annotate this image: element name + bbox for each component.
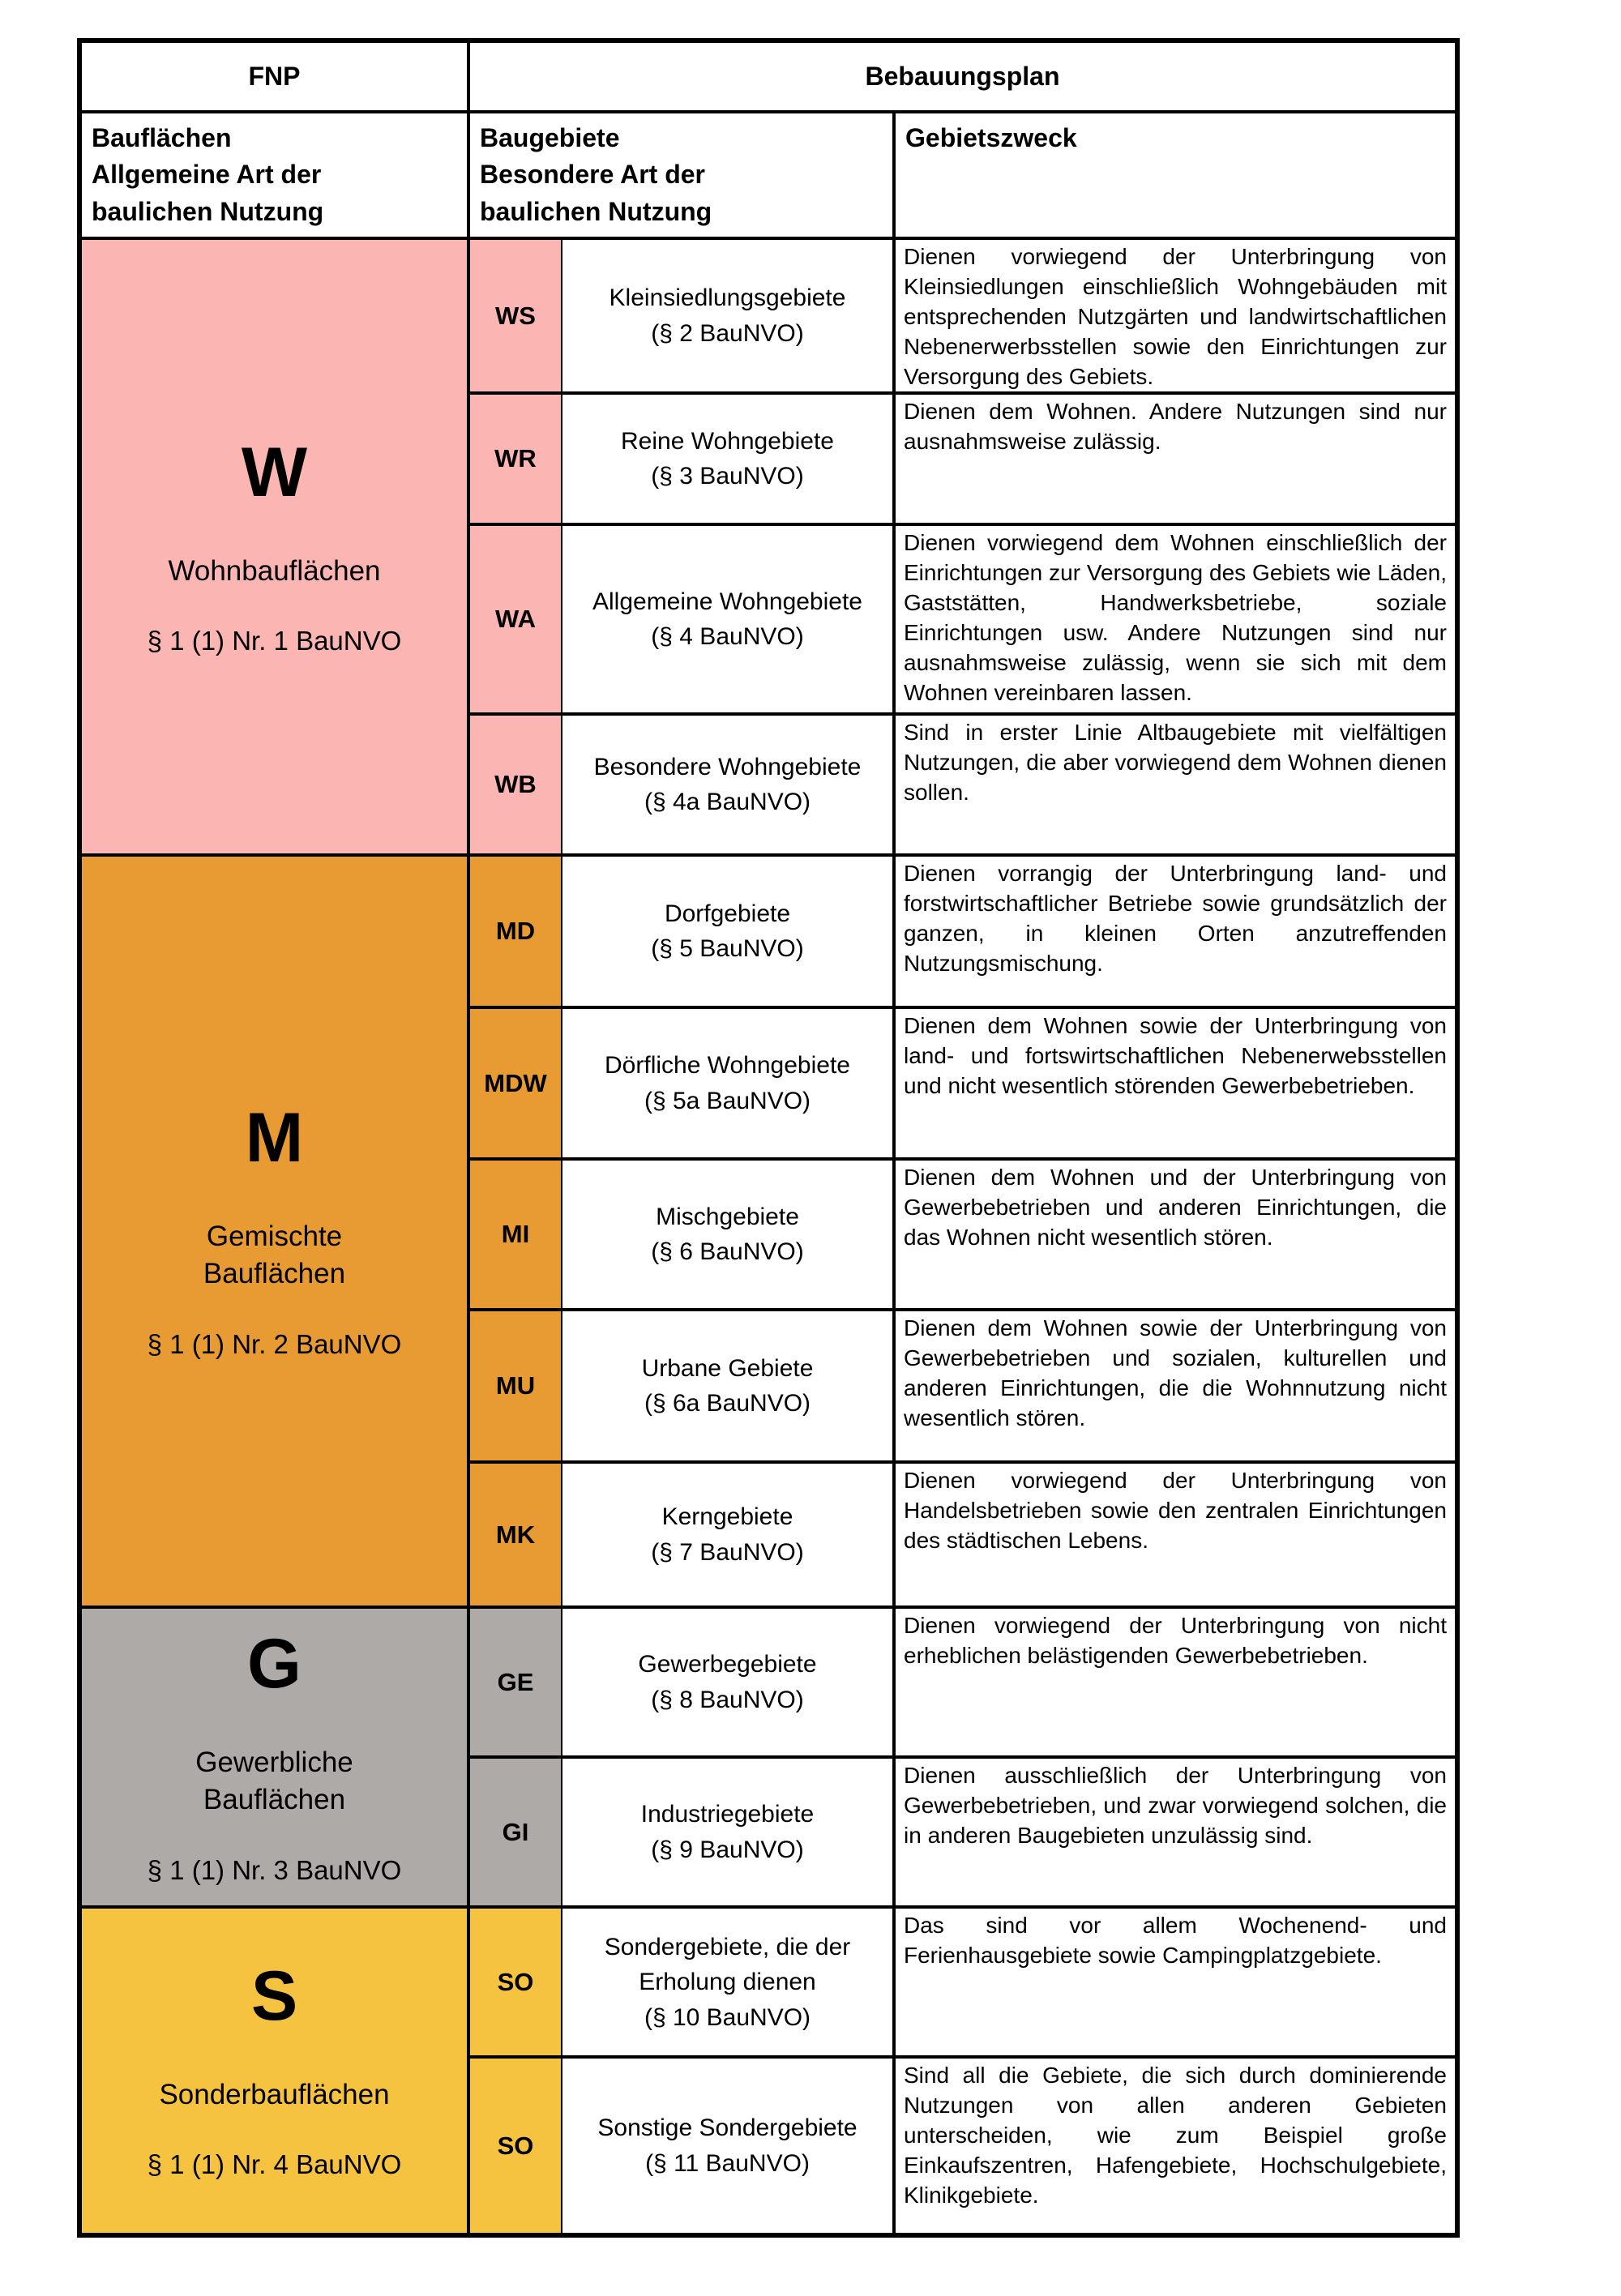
group-name-line: Bauflächen [203, 1784, 346, 1816]
baugebiet-title: Besondere Wohngebiete [593, 753, 862, 780]
baugebiet-cell [562, 1310, 894, 1462]
baugebiet-cell [562, 524, 894, 714]
group-name-line: Bauflächen [203, 1258, 346, 1290]
header-line: Bauflächen [92, 123, 232, 152]
baugebiet-cell [562, 2057, 894, 2235]
gebietszweck-cell: Dienen vorrangig der Unterbringung land- und forstwirtschaftlicher Betriebe sowie grundsätzlich der ganzen, in kleinen Orten anzutreffenden Nutzungsmischung. [894, 855, 1457, 1007]
group-name [82, 1218, 467, 1293]
abbr-cell-wa: WA [468, 524, 562, 714]
group-letter: S [250, 1957, 298, 2036]
baugebiet-ref: (§ 7 BauNVO) [651, 1538, 804, 1566]
baugebiet-ref: (§ 6 BauNVO) [651, 1238, 804, 1266]
gebietszweck-cell: Sind all die Gebiete, die sich durch dominierende Nutzungen von allen anderen Gebieten unterscheiden, wie zum Beispiel große Einkaufszentren, Hafengebiete, Hochschulgebiete, Klinikgebiete. [894, 2057, 1457, 2235]
baugebiet-title: Urbane Gebiete [641, 1354, 814, 1382]
gebietszweck-cell: Dienen dem Wohnen und der Unterbringung von Gewerbebetrieben und anderen Einrichtungen, die das Wohnen nicht wesentlich stören. [894, 1159, 1457, 1310]
header-row-1 [79, 41, 1457, 112]
baugebiet-cell [562, 393, 894, 524]
gebietszweck-cell: Dienen vorwiegend der Unterbringung von Kleinsiedlungen einschließlich Wohngebäuden mit entsprechenden Nutzgärten und landwirtschaftlichen Nebenerwerbsstellen sowie den Einrichtungen zur Versorgung des Gebiets. [894, 238, 1457, 393]
baugebiet-ref: (§ 8 BauNVO) [651, 1686, 804, 1713]
gebietszweck-cell: Sind in erster Linie Altbaugebiete mit vielfältigen Nutzungen, die aber vorwiegend dem Wohnen dienen sollen. [894, 714, 1457, 855]
baugebiet-ref: (§ 5a BauNVO) [644, 1087, 811, 1114]
baugebiet-ref: (§ 9 BauNVO) [651, 1836, 804, 1863]
header-line: baulichen Nutzung [92, 196, 324, 226]
group-name-line: Sonderbauflächen [159, 2079, 390, 2111]
group-name-line: Gemischte [206, 1221, 343, 1253]
baugebiet-cell [562, 1607, 894, 1757]
baugebiet-ref: (§ 2 BauNVO) [651, 319, 804, 347]
header-line: Baugebiete [480, 123, 620, 152]
baugebiet-title: Dorfgebiete [664, 900, 791, 927]
group-name [82, 2076, 467, 2114]
gebietszweck-cell: Dienen vorwiegend dem Wohnen einschließlich der Einrichtungen zur Versorgung des Gebiets wie Läden, Gaststätten, Handwerksbetriebe, soziale Einrichtungen usw. Andere Nutzungen sind nur ausnahmsweise zulässig, wenn sie sich mit dem Wohnen vereinbaren lassen. [894, 524, 1457, 714]
abbr-cell-mk: MK [468, 1462, 562, 1607]
baugebiet-title: Kleinsiedlungsgebiete [609, 284, 846, 312]
group-letter: W [241, 433, 308, 511]
gebietszweck-cell: Dienen dem Wohnen sowie der Unterbringung von Gewerbebetrieben und sozialen, kulturellen und anderen Einrichtungen, die die Wohnnutzung nicht wesentlich stören. [894, 1310, 1457, 1462]
header-baugebiete [468, 112, 894, 238]
abbr-cell-md: MD [468, 855, 562, 1007]
header-row-2 [79, 112, 1457, 238]
group-law: § 1 (1) Nr. 1 BauNVO [147, 625, 402, 656]
abbr-cell-so-sonstige: SO [468, 2057, 562, 2235]
abbr-cell-wr: WR [468, 393, 562, 524]
header-bebauungsplan: Bebauungsplan [468, 41, 1457, 112]
group-cell-g [79, 1607, 468, 1907]
header-line: baulichen Nutzung [480, 196, 712, 226]
abbr-cell-ge: GE [468, 1607, 562, 1757]
group-law: § 1 (1) Nr. 4 BauNVO [147, 2149, 402, 2180]
gebietszweck-cell: Dienen vorwiegend der Unterbringung von Handelsbetrieben sowie den zentralen Einrichtungen des städtischen Lebens. [894, 1462, 1457, 1607]
group-letter: G [247, 1625, 302, 1704]
abbr-cell-gi: GI [468, 1757, 562, 1907]
gebietszweck-cell: Dienen dem Wohnen sowie der Unterbringung von land- und fortswirtschaftlichen Nebenerwebsstellen und nicht wesentlich störenden Gewerbebetrieben. [894, 1007, 1457, 1159]
table-row [79, 1907, 1457, 2057]
baugebiet-title: Sonstige Sondergebiete [597, 2114, 858, 2142]
baugebiet-title: Dörfliche Wohngebiete [605, 1052, 850, 1080]
baugebiet-ref: (§ 5 BauNVO) [651, 935, 804, 963]
gebietszweck-cell: Dienen ausschließlich der Unterbringung von Gewerbebetrieben, und zwar vorwiegend solchen, die in anderen Baugebieten unzulässig sind. [894, 1757, 1457, 1907]
baugebiet-title: Mischgebiete [656, 1203, 799, 1230]
header-gebietszweck: Gebietszweck [894, 112, 1457, 238]
abbr-cell-so-erholung: SO [468, 1907, 562, 2057]
group-name-line: Wohnbauflächen [168, 554, 381, 587]
baugebiet-ref: (§ 11 BauNVO) [645, 2149, 810, 2177]
baugebiet-cell [562, 1907, 894, 2057]
group-cell-m [79, 855, 468, 1607]
group-name-line: Gewerbliche [195, 1747, 353, 1779]
baugebiet-cell [562, 1757, 894, 1907]
group-cell-w [79, 238, 468, 855]
group-letter: M [245, 1099, 304, 1178]
baugebiet-title: Kerngebiete [661, 1503, 793, 1531]
group-name [82, 553, 467, 590]
abbr-cell-mdw: MDW [468, 1007, 562, 1159]
gebietszweck-cell: Das sind vor allem Wochenend- und Ferienhausgebiete sowie Campingplatzgebiete. [894, 1907, 1457, 2057]
baugebiet-ref: (§ 3 BauNVO) [651, 463, 804, 490]
baugebiet-cell [562, 1159, 894, 1310]
header-line: Allgemeine Art der [92, 160, 322, 190]
baugebiet-ref: (§ 4 BauNVO) [651, 623, 804, 651]
baugebiet-title: Industriegebiete [640, 1801, 815, 1828]
group-name [82, 1744, 467, 1819]
group-law: § 1 (1) Nr. 2 BauNVO [147, 1328, 402, 1359]
baugebiet-ref: (§ 4a BauNVO) [644, 789, 811, 816]
baugebiet-cell [562, 1007, 894, 1159]
header-bauflaechen [79, 112, 468, 238]
gebietszweck-cell: Dienen vorwiegend der Unterbringung von nicht erheblichen belästigenden Gewerbebetrieben. [894, 1607, 1457, 1757]
table-row [79, 855, 1457, 1007]
abbr-cell-mi: MI [468, 1159, 562, 1310]
fnp-bebauungsplan-table [77, 38, 1460, 2238]
gebietszweck-cell: Dienen dem Wohnen. Andere Nutzungen sind nur ausnahmsweise zulässig. [894, 393, 1457, 524]
baugebiet-title: Allgemeine Wohngebiete [592, 588, 862, 615]
baugebiet-cell [562, 1462, 894, 1607]
baugebiet-ref: (§ 10 BauNVO) [644, 2003, 811, 2031]
baugebiet-title: Reine Wohngebiete [621, 427, 834, 455]
baugebiet-title: Gewerbegebiete [638, 1651, 817, 1678]
table-row [79, 1607, 1457, 1757]
group-cell-s [79, 1907, 468, 2235]
baugebiet-cell [562, 714, 894, 855]
header-fnp: FNP [79, 41, 468, 112]
abbr-cell-ws: WS [468, 238, 562, 393]
baugebiet-title: Sondergebiete, die der Erholung dienen [604, 1933, 851, 1996]
table-row [79, 238, 1457, 393]
abbr-cell-wb: WB [468, 714, 562, 855]
baugebiet-cell [562, 855, 894, 1007]
baugebiet-cell [562, 238, 894, 393]
group-law: § 1 (1) Nr. 3 BauNVO [147, 1854, 402, 1885]
abbr-cell-mu: MU [468, 1310, 562, 1462]
baugebiet-ref: (§ 6a BauNVO) [644, 1390, 811, 1417]
header-line: Besondere Art der [480, 160, 705, 190]
